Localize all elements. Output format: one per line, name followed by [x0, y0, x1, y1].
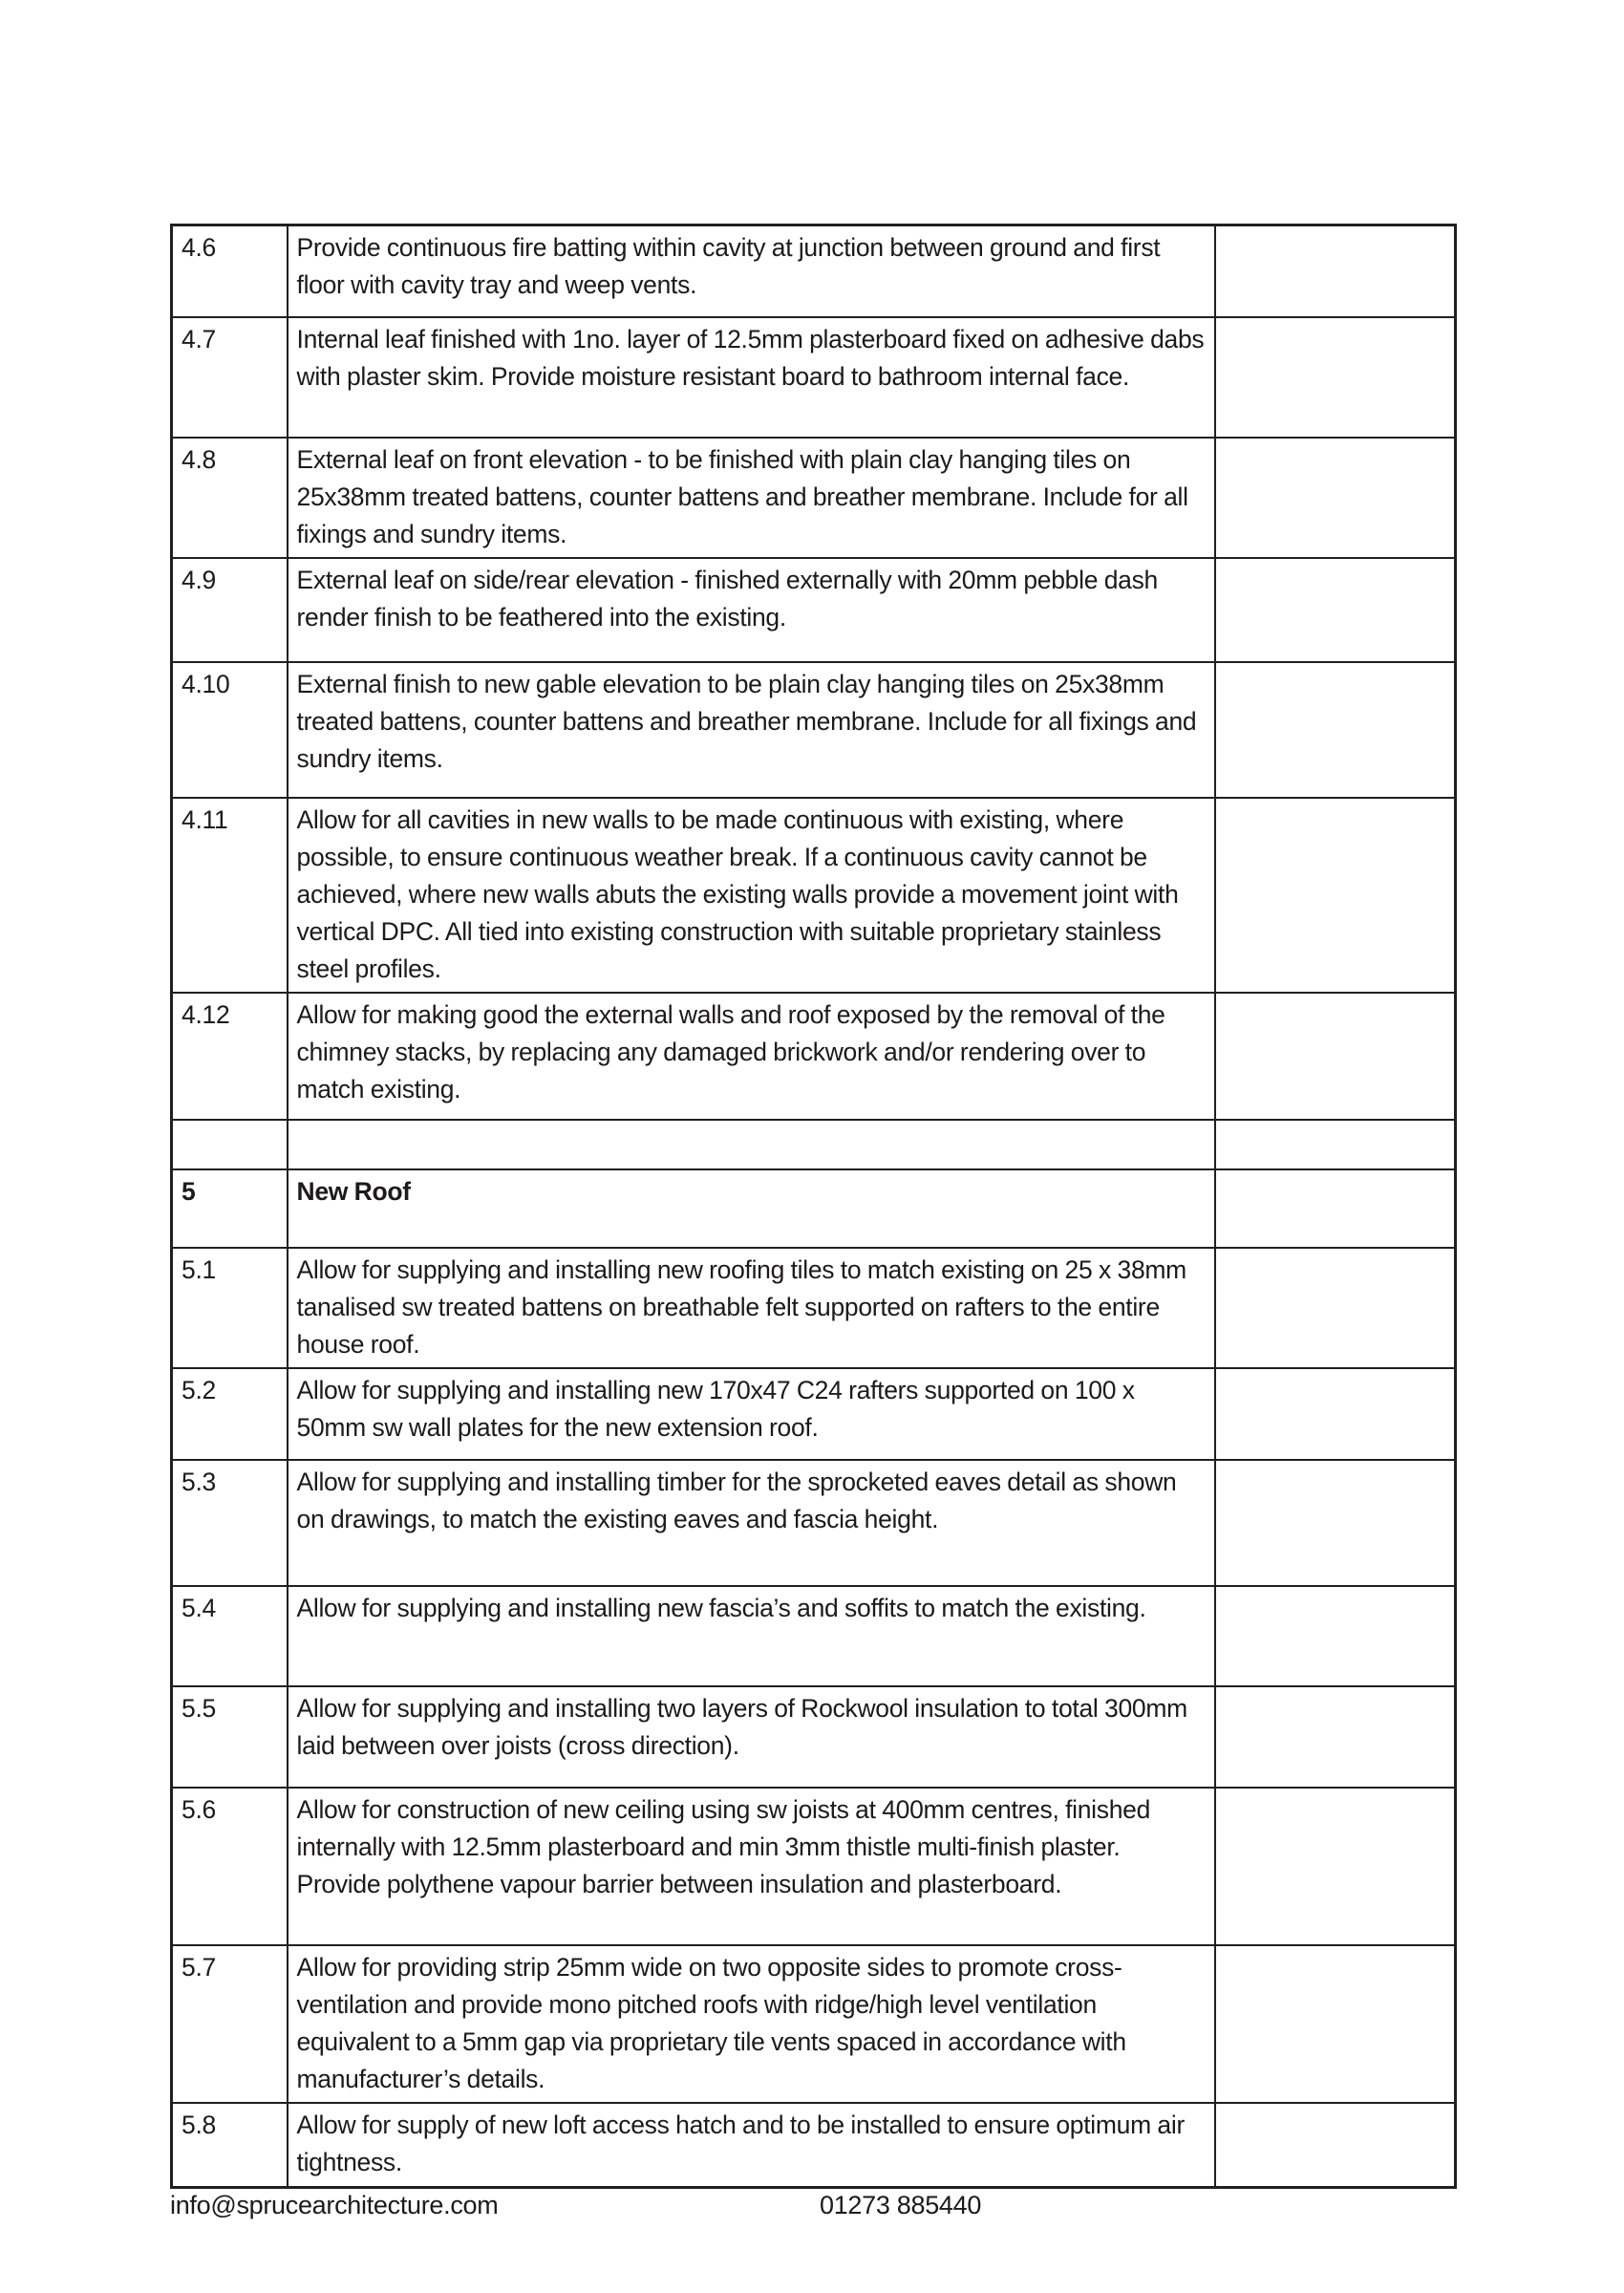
notes-cell: [1215, 1945, 1456, 2103]
description-cell: External finish to new gable elevation to be plain clay hanging tiles on 25x38mm treated battens, counter battens and breather membrane. Include for all fixings and sundry items.: [288, 662, 1215, 798]
item-number-cell: 5.4: [172, 1586, 288, 1686]
notes-cell: [1215, 558, 1456, 662]
table-row: [172, 2103, 1456, 2188]
notes-cell: [1215, 1120, 1456, 1169]
table-row: [172, 1788, 1456, 1945]
description-cell: Allow for supplying and installing new fascia’s and soffits to match the existing.: [288, 1586, 1215, 1686]
description-cell: Allow for making good the external walls and roof exposed by the removal of the chimney stacks, by replacing any damaged brickwork and/or rendering over to match existing.: [288, 993, 1215, 1120]
item-number-cell: [172, 1120, 288, 1169]
notes-cell: [1215, 317, 1456, 438]
notes-cell: [1215, 1586, 1456, 1686]
notes-cell: [1215, 1686, 1456, 1788]
notes-cell: [1215, 662, 1456, 798]
item-number-cell: 5.6: [172, 1788, 288, 1945]
item-number-cell: 4.6: [172, 225, 288, 318]
notes-cell: [1215, 798, 1456, 993]
description-cell: Provide continuous fire batting within cavity at junction between ground and first floor with cavity tray and weep vents.: [288, 225, 1215, 318]
table-row: [172, 1460, 1456, 1586]
description-cell: Allow for supplying and installing new roofing tiles to match existing on 25 x 38mm tanalised sw treated battens on breathable felt supported on rafters to the entire house roof.: [288, 1248, 1215, 1368]
table-row: [172, 225, 1456, 318]
table-row: [172, 317, 1456, 438]
item-number-cell: 4.11: [172, 798, 288, 993]
description-cell: [288, 1120, 1215, 1169]
item-number-cell: 5: [172, 1169, 288, 1248]
description-cell: Allow for providing strip 25mm wide on two opposite sides to promote cross-ventilation and provide mono pitched roofs with ridge/high level ventilation equivalent to a 5mm gap via proprietary tile vents spaced in accordance with manufacturer’s details.: [288, 1945, 1215, 2103]
description-cell: Allow for all cavities in new walls to be made continuous with existing, where possible, to ensure continuous weather break. If a continuous cavity cannot be achieved, where new walls abuts the existing walls provide a movement joint with vertical DPC. All tied into existing construction with suitable proprietary stainless steel profiles.: [288, 798, 1215, 993]
item-number-cell: 5.8: [172, 2103, 288, 2188]
table-row: [172, 1945, 1456, 2103]
description-cell: Allow for construction of new ceiling using sw joists at 400mm centres, finished internally with 12.5mm plasterboard and min 3mm thistle multi-finish plaster. Provide polythene vapour barrier between insulation and plasterboard.: [288, 1788, 1215, 1945]
item-number-cell: 5.3: [172, 1460, 288, 1586]
description-cell: External leaf on side/rear elevation - finished externally with 20mm pebble dash render finish to be feathered into the existing.: [288, 558, 1215, 662]
description-cell: Allow for supplying and installing new 170x47 C24 rafters supported on 100 x 50mm sw wall plates for the new extension roof.: [288, 1368, 1215, 1460]
page-footer: [0, 2186, 1624, 2224]
table-row: [172, 1368, 1456, 1460]
description-cell: Allow for supply of new loft access hatch and to be installed to ensure optimum air tightness.: [288, 2103, 1215, 2188]
notes-cell: [1215, 2103, 1456, 2188]
notes-cell: [1215, 1368, 1456, 1460]
spec-table-body: [172, 225, 1456, 2188]
notes-cell: [1215, 438, 1456, 558]
description-cell: Allow for supplying and installing two layers of Rockwool insulation to total 300mm laid between over joists (cross direction).: [288, 1686, 1215, 1788]
item-number-cell: 4.12: [172, 993, 288, 1120]
notes-cell: [1215, 1788, 1456, 1945]
notes-cell: [1215, 993, 1456, 1120]
description-cell: External leaf on front elevation - to be finished with plain clay hanging tiles on 25x38mm treated battens, counter battens and breather membrane. Include for all fixings and sundry items.: [288, 438, 1215, 558]
table-row: [172, 1248, 1456, 1368]
item-number-cell: 4.9: [172, 558, 288, 662]
item-number-cell: 5.7: [172, 1945, 288, 2103]
footer-email: info@sprucearchitecture.com: [170, 2191, 499, 2219]
table-row: [172, 558, 1456, 662]
table-row: [172, 662, 1456, 798]
notes-cell: [1215, 225, 1456, 318]
footer-phone: 01273 885440: [820, 2191, 982, 2219]
table-row: [172, 993, 1456, 1120]
notes-cell: [1215, 1169, 1456, 1248]
description-cell: Internal leaf finished with 1no. layer of 12.5mm plasterboard fixed on adhesive dabs with plaster skim. Provide moisture resistant board to bathroom internal face.: [288, 317, 1215, 438]
table-row: [172, 1169, 1456, 1248]
description-cell: New Roof: [288, 1169, 1215, 1248]
item-number-cell: 4.8: [172, 438, 288, 558]
table-row: [172, 798, 1456, 993]
notes-cell: [1215, 1248, 1456, 1368]
table-row: [172, 1686, 1456, 1788]
item-number-cell: 5.1: [172, 1248, 288, 1368]
item-number-cell: 5.2: [172, 1368, 288, 1460]
description-cell: Allow for supplying and installing timber for the sprocketed eaves detail as shown on drawings, to match the existing eaves and fascia height.: [288, 1460, 1215, 1586]
item-number-cell: 4.7: [172, 317, 288, 438]
item-number-cell: 4.10: [172, 662, 288, 798]
table-row: [172, 1120, 1456, 1169]
specification-table: [170, 224, 1457, 2189]
item-number-cell: 5.5: [172, 1686, 288, 1788]
table-row: [172, 438, 1456, 558]
notes-cell: [1215, 1460, 1456, 1586]
table-row: [172, 1586, 1456, 1686]
